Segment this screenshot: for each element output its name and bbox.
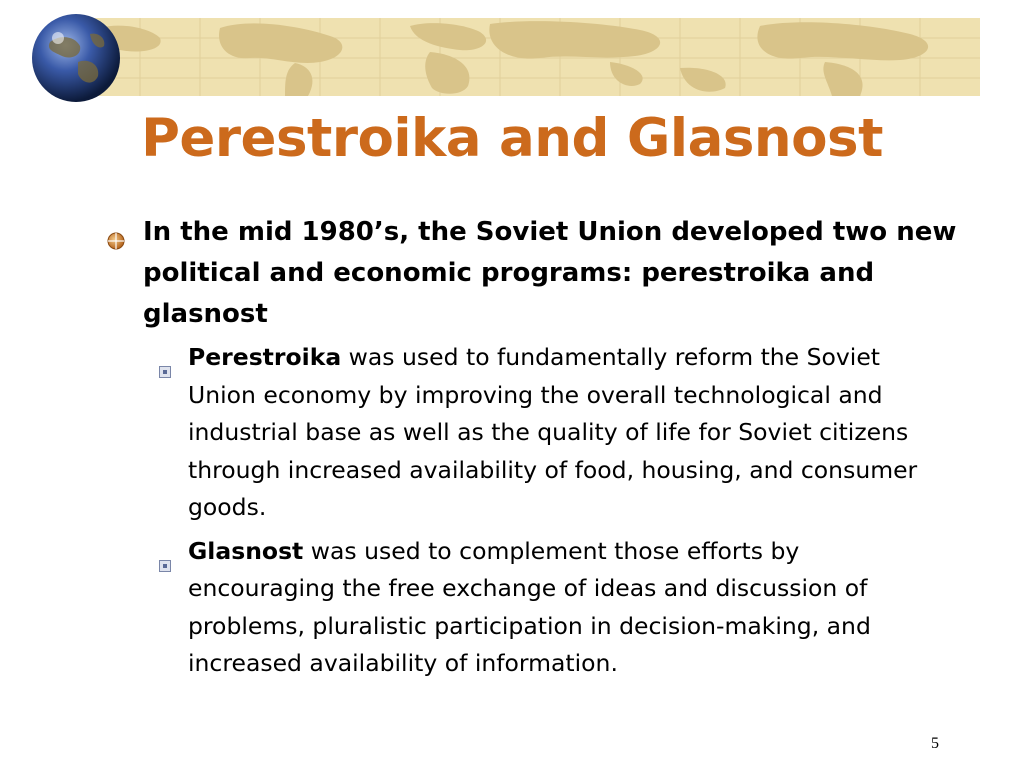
globe-icon [30, 12, 122, 104]
main-bullet-text: In the mid 1980’s, the Soviet Union developed two new political and economic programs: perestroika and glasnost [143, 217, 957, 329]
square-bullet-icon [159, 546, 171, 558]
sub-bullet-list [105, 339, 965, 683]
list-item [143, 339, 923, 527]
slide-content [105, 212, 965, 689]
sub-bullet-text: was used to fundamentally reform the Soviet Union economy by improving the overall technological and industrial base as well as the quality of life for Soviet citizens through increased availability of food, housing, and consumer goods. [188, 343, 918, 521]
slide-title: Perestroika and Glasnost [141, 108, 883, 169]
sub-bullet-term: Glasnost [188, 536, 304, 565]
page-number: 5 [931, 735, 939, 752]
main-bullet [105, 212, 965, 335]
world-map-banner [80, 18, 980, 96]
globe-bullet-icon [107, 222, 125, 240]
square-bullet-icon [159, 352, 171, 364]
list-item [143, 533, 923, 683]
sub-bullet-text: was used to complement those efforts by encouraging the free exchange of ideas and discussion of problems, pluralistic participation in decision-making, and increased availability of information. [188, 536, 871, 677]
sub-bullet-term: Perestroika [188, 343, 342, 371]
